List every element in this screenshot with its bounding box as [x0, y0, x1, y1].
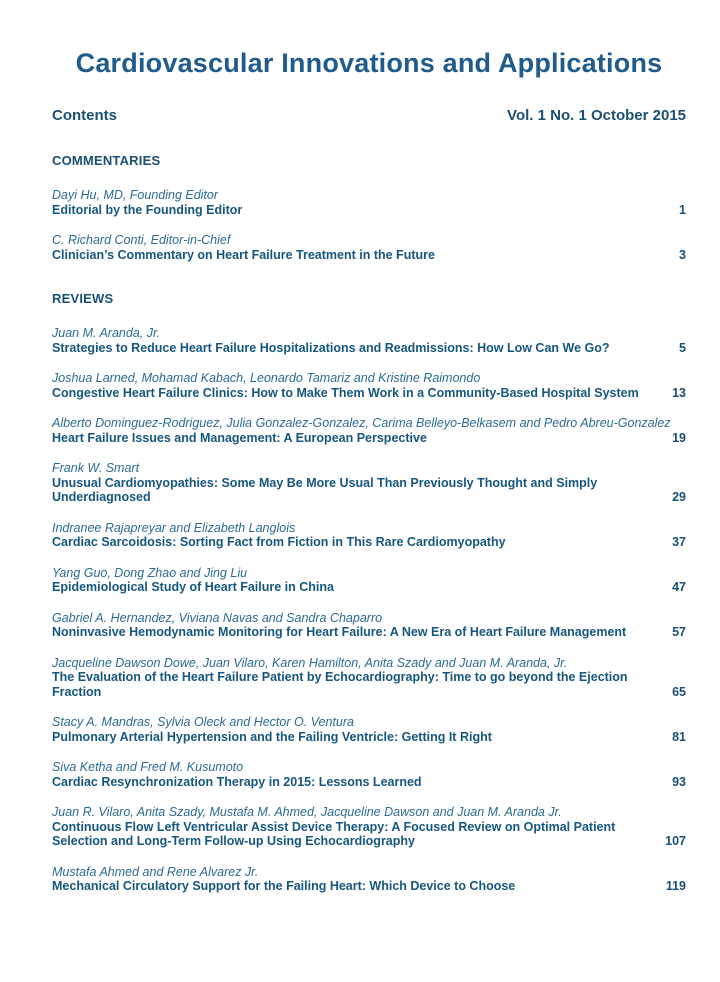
- entry-page-number: 37: [672, 535, 686, 549]
- entry-authors: Mustafa Ahmed and Rene Alvarez Jr.: [52, 864, 259, 879]
- entry-title: Cardiac Sarcoidosis: Sorting Fact from Fiction in This Rare Cardiomyopathy: [52, 535, 506, 549]
- entry-title: Heart Failure Issues and Management: A European Perspective: [52, 430, 427, 445]
- entry-page-number: 93: [672, 774, 686, 789]
- entry-title: Strategies to Reduce Heart Failure Hospitalizations and Readmissions: How Low Can We Go?: [52, 340, 610, 355]
- entry-authors: Jacqueline Dawson Dowe, Juan Vilaro, Karen Hamilton, Anita Szady and Juan M. Aranda, Jr.: [52, 655, 568, 670]
- entry-title: Cardiac Resynchronization Therapy in 2015: Lessons Learned: [52, 774, 422, 789]
- entry-title: Pulmonary Arterial Hypertension and the Failing Ventricle: Getting It Right: [52, 729, 492, 744]
- toc-section: [52, 291, 686, 894]
- entry-title-row: [52, 476, 686, 505]
- entry-page-number: 81: [672, 729, 686, 744]
- toc-entry: [52, 805, 686, 849]
- journal-title: Cardiovascular Innovations and Applications: [75, 48, 663, 78]
- toc-entry: [52, 715, 686, 744]
- entry-title-row: [52, 386, 686, 401]
- entry-page-number: 1: [679, 202, 686, 217]
- entry-page-number: 29: [672, 490, 686, 504]
- entry-title-row: [52, 248, 686, 263]
- toc-entry: [52, 656, 686, 700]
- toc-entry: [52, 416, 686, 445]
- toc-sections: [52, 153, 686, 894]
- entry-authors: Stacy A. Mandras, Sylvia Oleck and Hector O. Ventura: [52, 715, 354, 729]
- entry-title-row: [52, 341, 686, 356]
- entry-page-number: 47: [672, 580, 686, 594]
- toc-entry: [52, 521, 686, 550]
- entry-page-number: 13: [672, 385, 686, 400]
- entry-title-row: [52, 625, 686, 640]
- entry-authors: Dayi Hu, MD, Founding Editor: [52, 188, 219, 202]
- entry-page-number: 3: [679, 247, 686, 262]
- journal-contents-page: [0, 48, 720, 982]
- entry-authors: Frank W. Smart: [52, 461, 140, 475]
- entry-page-number: 57: [672, 625, 686, 639]
- entry-title-row: [52, 670, 686, 699]
- entry-authors: Siva Ketha and Fred M. Kusumoto: [52, 760, 244, 774]
- entry-authors: Indranee Rajapreyar and Elizabeth Langlois: [52, 520, 296, 535]
- entry-title: Epidemiological Study of Heart Failure in China: [52, 580, 334, 594]
- entry-title-row: [52, 431, 686, 446]
- toc-entry: [52, 326, 686, 355]
- toc-section: [52, 153, 686, 262]
- toc-entry: [52, 566, 686, 595]
- section-entries: [52, 188, 686, 262]
- entry-page-number: 107: [665, 834, 686, 848]
- entry-page-number: 119: [665, 879, 686, 893]
- entry-title: Noninvasive Hemodynamic Monitoring for Heart Failure: A New Era of Heart Failure Management: [52, 625, 627, 639]
- entry-authors: C. Richard Conti, Editor-in-Chief: [52, 233, 231, 247]
- entry-authors: Juan M. Aranda, Jr.: [52, 326, 161, 340]
- entry-title: The Evaluation of the Heart Failure Patient by Echocardiography: Time to go beyond the Ejection Fraction: [52, 670, 628, 699]
- toc-entry: [52, 371, 686, 400]
- section-heading: COMMENTARIES: [52, 153, 161, 168]
- entry-title-row: [52, 820, 686, 849]
- entry-title: Clinician’s Commentary on Heart Failure Treatment in the Future: [52, 247, 435, 262]
- entry-title: Editorial by the Founding Editor: [52, 202, 243, 217]
- entry-page-number: 5: [679, 340, 686, 355]
- entry-title-row: [52, 580, 686, 595]
- contents-header-row: [52, 107, 686, 124]
- entry-authors: Yang Guo, Dong Zhao and Jing Liu: [52, 565, 248, 580]
- section-entries: [52, 326, 686, 894]
- entry-title-row: [52, 730, 686, 745]
- entry-title-row: [52, 203, 686, 218]
- entry-title: Congestive Heart Failure Clinics: How to Make Them Work in a Community-Based Hospital System: [52, 385, 639, 400]
- entry-authors: Gabriel A. Hernandez, Viviana Navas and Sandra Chaparro: [52, 610, 383, 625]
- entry-title: Mechanical Circulatory Support for the Failing Heart: Which Device to Choose: [52, 879, 516, 893]
- entry-title: Unusual Cardiomyopathies: Some May Be More Usual Than Previously Thought and Simply Underdiagnosed: [52, 475, 598, 504]
- toc-entry: [52, 188, 686, 217]
- entry-page-number: 19: [672, 430, 686, 445]
- toc-entry: [52, 611, 686, 640]
- entry-page-number: 65: [672, 684, 686, 699]
- toc-entry: [52, 760, 686, 789]
- issue-info: Vol. 1 No. 1 October 2015: [507, 107, 686, 124]
- toc-entry: [52, 233, 686, 262]
- toc-entry: [52, 865, 686, 894]
- toc-entry: [52, 461, 686, 505]
- entry-title-row: [52, 535, 686, 550]
- section-heading: REVIEWS: [52, 291, 114, 306]
- contents-label: Contents: [52, 107, 117, 124]
- entry-title-row: [52, 775, 686, 790]
- entry-title: Continuous Flow Left Ventricular Assist Device Therapy: A Focused Review on Optimal Patient Selection and Long-Term Follow-up Using Echocardiography: [52, 819, 616, 848]
- entry-title-row: [52, 879, 686, 894]
- entry-authors: Juan R. Vilaro, Anita Szady, Mustafa M. Ahmed, Jacqueline Dawson and Juan M. Aranda Jr.: [52, 805, 562, 819]
- entry-authors: Joshua Larned, Mohamad Kabach, Leonardo Tamariz and Kristine Raimondo: [52, 371, 481, 385]
- entry-authors: Alberto Dominguez-Rodriguez, Julia Gonzalez-Gonzalez, Carima Belleyo-Belkasem and Pedro Abreu-Gonzalez: [52, 416, 671, 430]
